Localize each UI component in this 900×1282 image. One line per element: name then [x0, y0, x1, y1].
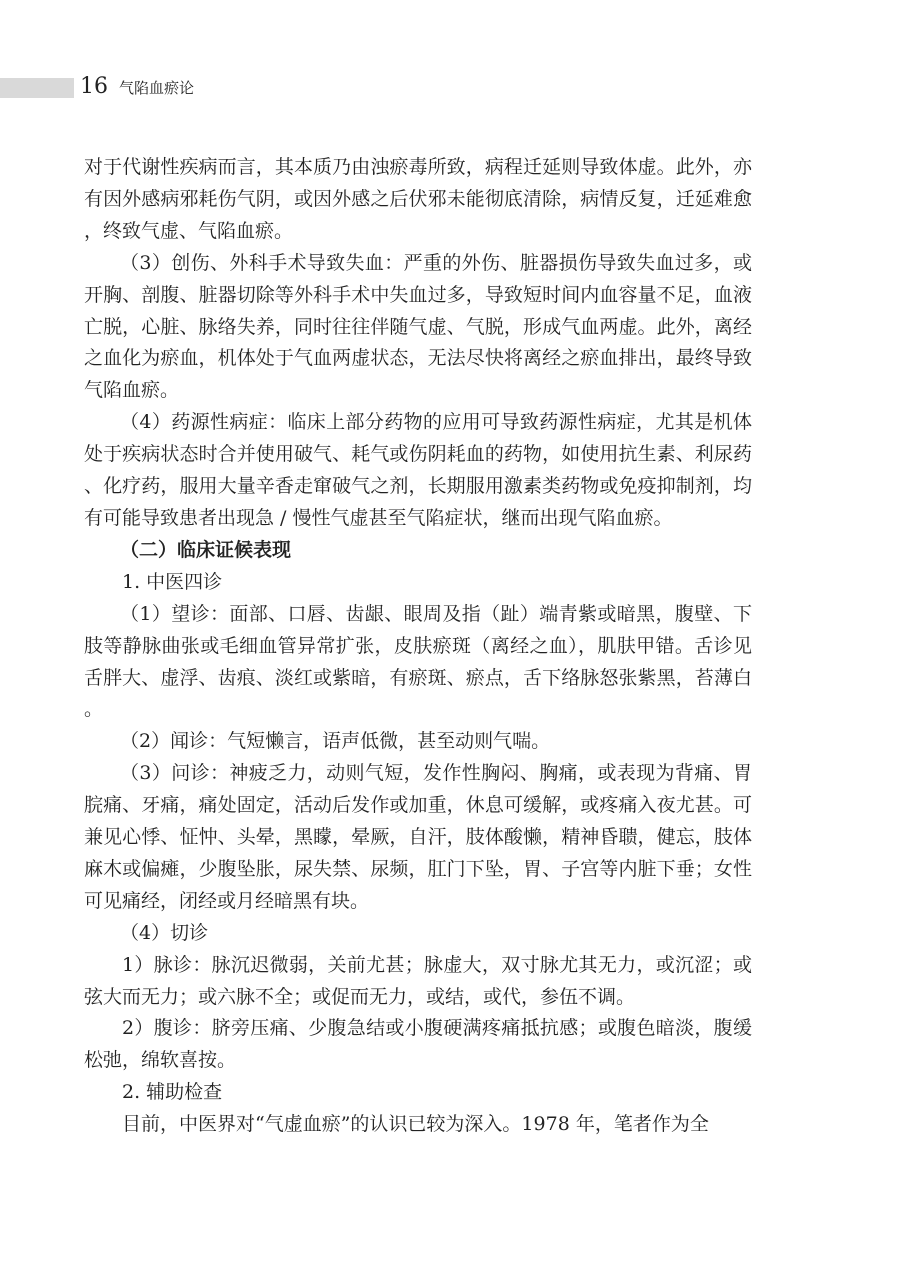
subsection-heading-four-diagnostics: 1. 中医四诊: [122, 570, 223, 593]
subsection-heading-auxiliary-exam: 2. 辅助检查: [122, 1081, 223, 1104]
header-decor-bar: [0, 78, 74, 98]
paragraph-listening-smelling: （2）闻诊：气短懒言，语声低微，甚至动则气喘。: [120, 730, 551, 753]
paragraph-palpation-heading: （4）切诊: [120, 921, 209, 944]
page-number: 16: [80, 74, 108, 99]
paragraph-drug-induced: （4）药源性病症：临床上部分药物的应用可导致药源性病症，尤其是机体处于疾病状态时合并使用破气、耗气或伤阴耗血的药物，如使用抗生素、利尿药、化疗药，服用大量辛香走窜破气之剂，长期服用激素类药物或免疫抑制剂，均有可能导致患者出现急 / 慢性气虚甚至气陷症状，继而出现气陷血瘀。: [84, 411, 752, 529]
section-heading-clinical-signs: （二）临床证候表现: [120, 538, 292, 561]
paragraph-continuation: 对于代谢性疾病而言，其本质乃由浊瘀毒所致，病程迁延则导致体虚。此外，亦有因外感病邪耗伤气阴，或因外感之后伏邪未能彻底清除，病情反复，迁延难愈，终致气虚、气陷血瘀。: [84, 156, 752, 242]
paragraph-inquiry: （3）问诊：神疲乏力，动则气短，发作性胸闷、胸痛，或表现为背痛、胃脘痛、牙痛，痛处固定，活动后发作或加重，休息可缓解，或疼痛入夜尤甚。可兼见心悸、怔忡、头晕，黑矇，晕厥，自汗，肢体酸懒，精神昏聩，健忘，肢体麻木或偏瘫，少腹坠胀，尿失禁、尿频，肛门下坠，胃、子宫等内脏下垂；女性可见痛经，闭经或月经暗黑有块。: [84, 762, 752, 912]
body-text: [84, 152, 752, 1141]
paragraph-pulse-diagnosis: 1）脉诊：脉沉迟微弱，关前尤甚；脉虚大，双寸脉尤其无力，或沉涩；或弦大而无力；或六脉不全；或促而无力，或结，或代，参伍不调。: [84, 953, 752, 1008]
paragraph-trauma-blood-loss: （3）创伤、外科手术导致失血：严重的外伤、脏器损伤导致失血过多，或开胸、剖腹、脏器切除等外科手术中失血过多，导致短时间内血容量不足，血液亡脱，心脏、脉络失养，同时往往伴随气虚、气脱，形成气血两虚。此外，离经之血化为瘀血，机体处于气血两虚状态，无法尽快将离经之瘀血排出，最终导致气陷血瘀。: [84, 251, 752, 402]
paragraph-auxiliary-exam: 目前，中医界对“气虚血瘀”的认识已较为深入。1978 年，笔者作为全: [122, 1113, 709, 1136]
paragraph-inspection: （1）望诊：面部、口唇、齿龈、眼周及指（趾）端青紫或暗黑，腹壁、下肢等静脉曲张或毛细血管异常扩张，皮肤瘀斑（离经之血），肌肤甲错。舌诊见舌胖大、虚浮、齿痕、淡红或紫暗，有瘀斑、瘀点，舌下络脉怒张紫黑，苔薄白。: [84, 602, 752, 721]
paragraph-abdominal-diagnosis: 2）腹诊：脐旁压痛、少腹急结或小腹硬满疼痛抵抗感；或腹色暗淡，腹缓松弛，绵软喜按。: [84, 1017, 752, 1072]
running-title: 气陷血瘀论: [119, 79, 195, 97]
